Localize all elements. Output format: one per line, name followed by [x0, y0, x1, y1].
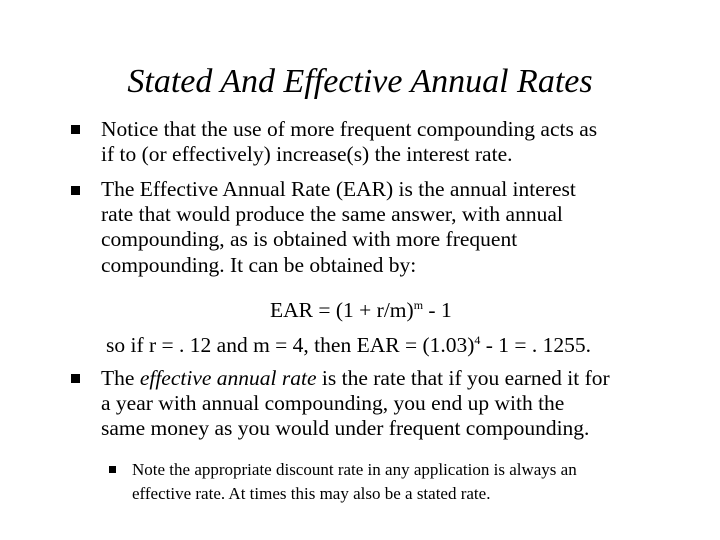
- sub-bullet: [132, 458, 577, 505]
- bullet-marker-3: [71, 374, 80, 383]
- formula-exponent: m: [413, 298, 424, 312]
- bullet-3-line-2: a year with annual compounding, you end up with the: [101, 391, 565, 416]
- bullet-3-emphasis: effective annual rate: [139, 366, 317, 390]
- sub-bullet-marker: [109, 466, 116, 473]
- bullet-3-line-3: same money as you would under frequent compounding.: [101, 416, 590, 441]
- sub-bullet-line-2: effective rate. At times this may also be a stated rate.: [132, 483, 491, 503]
- slide-title: Stated And Effective Annual Rates: [127, 63, 593, 100]
- bullet-3-line-1-pre: The: [101, 366, 140, 390]
- bullet-2-line-4: compounding. It can be obtained by:: [101, 252, 417, 277]
- formula-lhs: EAR = (1 + r/m): [270, 298, 414, 322]
- formula-rhs: - 1: [423, 298, 452, 322]
- sub-bullet-line-1: Note the appropriate discount rate in any application is always an: [132, 460, 577, 479]
- bullet-marker-1: [71, 125, 80, 134]
- bullet-3-line-1-post: is the rate that if you earned it for: [316, 366, 610, 390]
- ear-formula: [270, 298, 452, 323]
- bullet-marker-2: [71, 186, 80, 195]
- ear-example: [106, 333, 591, 358]
- bullet-2-line-3: compounding, as is obtained with more frequent: [101, 227, 518, 252]
- bullet-1: [101, 117, 597, 167]
- bullet-3-line-1: [101, 366, 610, 391]
- bullet-2-line-2: rate that would produce the same answer, with annual: [101, 202, 563, 227]
- bullet-3: [101, 366, 610, 442]
- bullet-1-line-2: if to (or effectively) increase(s) the interest rate.: [101, 142, 513, 167]
- bullet-1-line-1: Notice that the use of more frequent compounding acts as: [101, 117, 598, 141]
- example-post: - 1 = . 1255.: [480, 333, 592, 357]
- bullet-2: [101, 177, 576, 278]
- example-exponent: 4: [474, 333, 481, 347]
- example-pre: so if r = . 12 and m = 4, then EAR = (1.03): [106, 333, 475, 357]
- bullet-2-line-1: The Effective Annual Rate (EAR) is the annual interest: [101, 177, 576, 201]
